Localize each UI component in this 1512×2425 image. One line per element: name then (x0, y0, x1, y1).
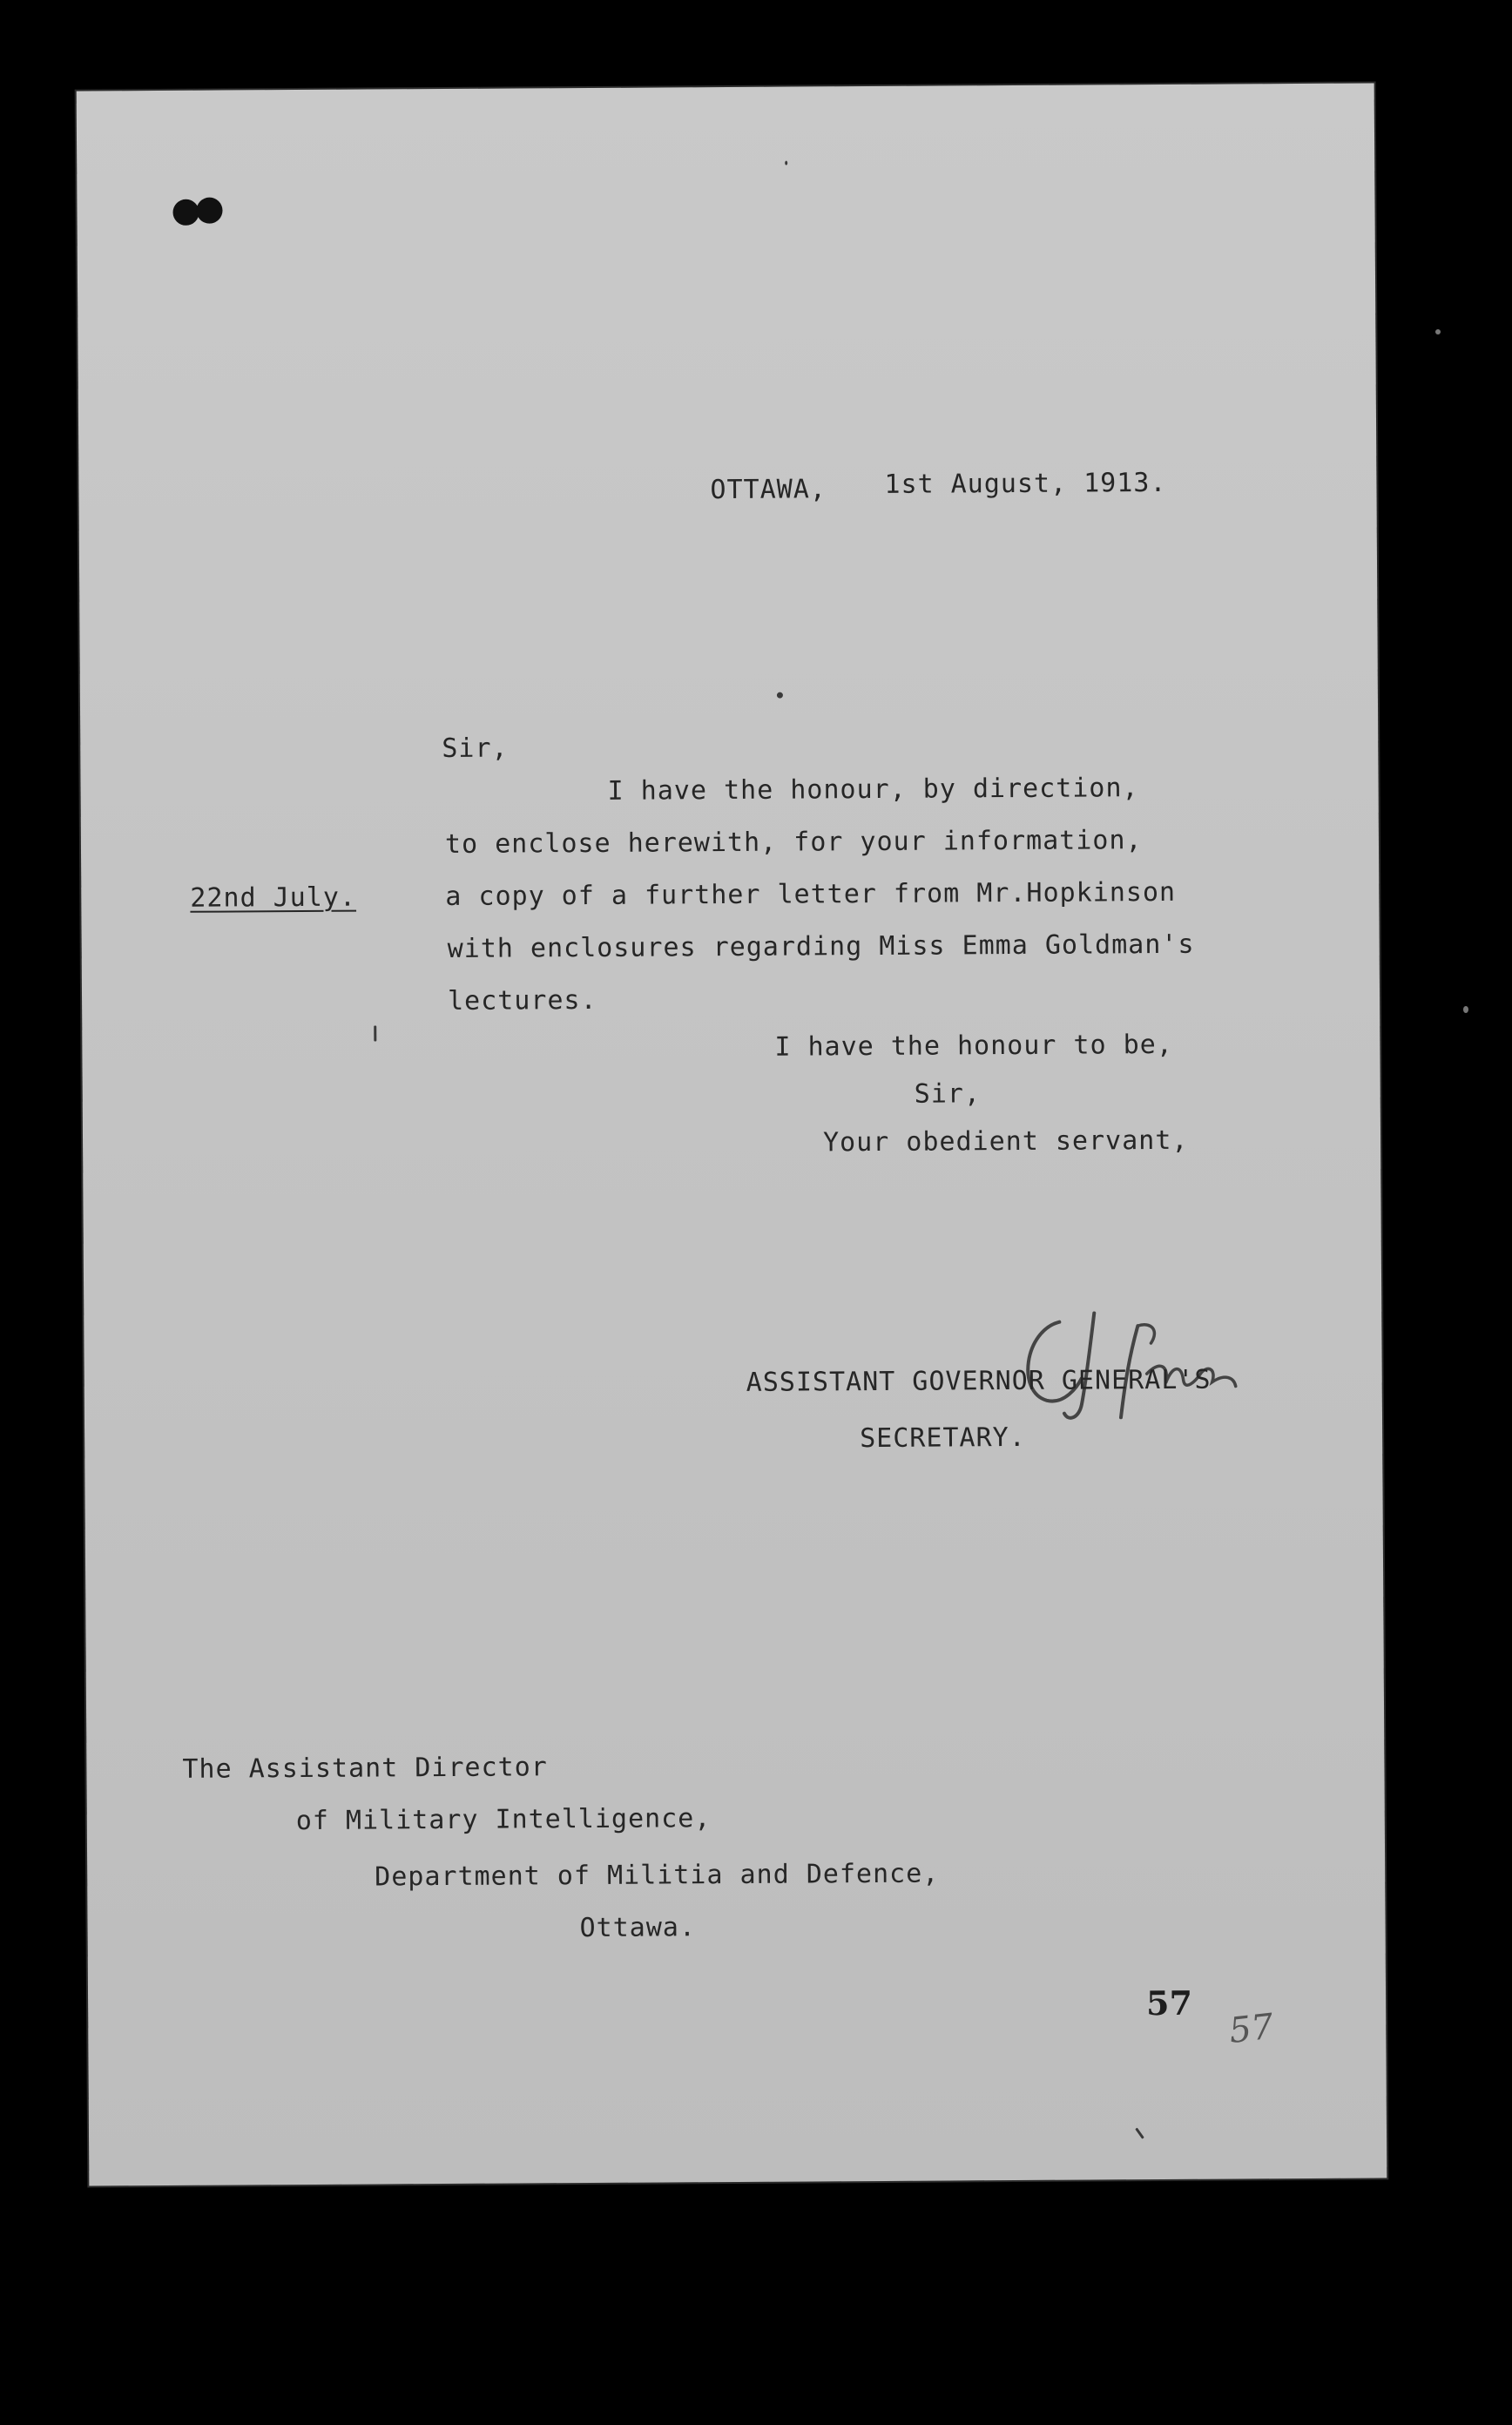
film-speck (1463, 1006, 1468, 1013)
margin-note: 22nd July. (190, 882, 357, 914)
body-line: I have the honour, by direction, (607, 773, 1139, 807)
paper-speck (374, 1025, 376, 1041)
signer-title-line: ASSISTANT GOVERNOR GENERAL'S (746, 1364, 1212, 1398)
closing-line: Sir, (914, 1078, 982, 1110)
body-line: lectures. (447, 984, 597, 1017)
place-name: OTTAWA, (710, 474, 827, 506)
body-line: to enclose herewith, for your information, (444, 825, 1143, 861)
paper-speck (1135, 2128, 1144, 2139)
address-line: Department of Militia and Defence, (375, 1858, 940, 1893)
paper-speck (777, 692, 783, 699)
salutation: Sir, (442, 733, 509, 765)
film-speck (1435, 329, 1441, 334)
address-line: of Military Intelligence, (295, 1803, 712, 1837)
body-line: with enclosures regarding Miss Emma Goldman's (447, 929, 1195, 964)
address-line: The Assistant Director (182, 1752, 548, 1785)
page-number: 57 (1145, 1983, 1193, 2023)
address-line: Ottawa. (579, 1912, 697, 1944)
body-line: a copy of a further letter from Mr.Hopkinson (445, 876, 1177, 913)
closing-line: I have the honour to be, (774, 1029, 1173, 1063)
closing-line: Your obedient servant, (822, 1125, 1189, 1158)
punch-hole-left (172, 199, 199, 226)
signer-title-line: SECRETARY. (860, 1422, 1026, 1455)
punch-hole-right (196, 198, 222, 224)
letter-date: 1st August, 1913. (884, 467, 1167, 500)
paper-speck (785, 161, 787, 165)
letter-page (77, 83, 1387, 2185)
pencil-page-number: 57 (1226, 2006, 1276, 2052)
